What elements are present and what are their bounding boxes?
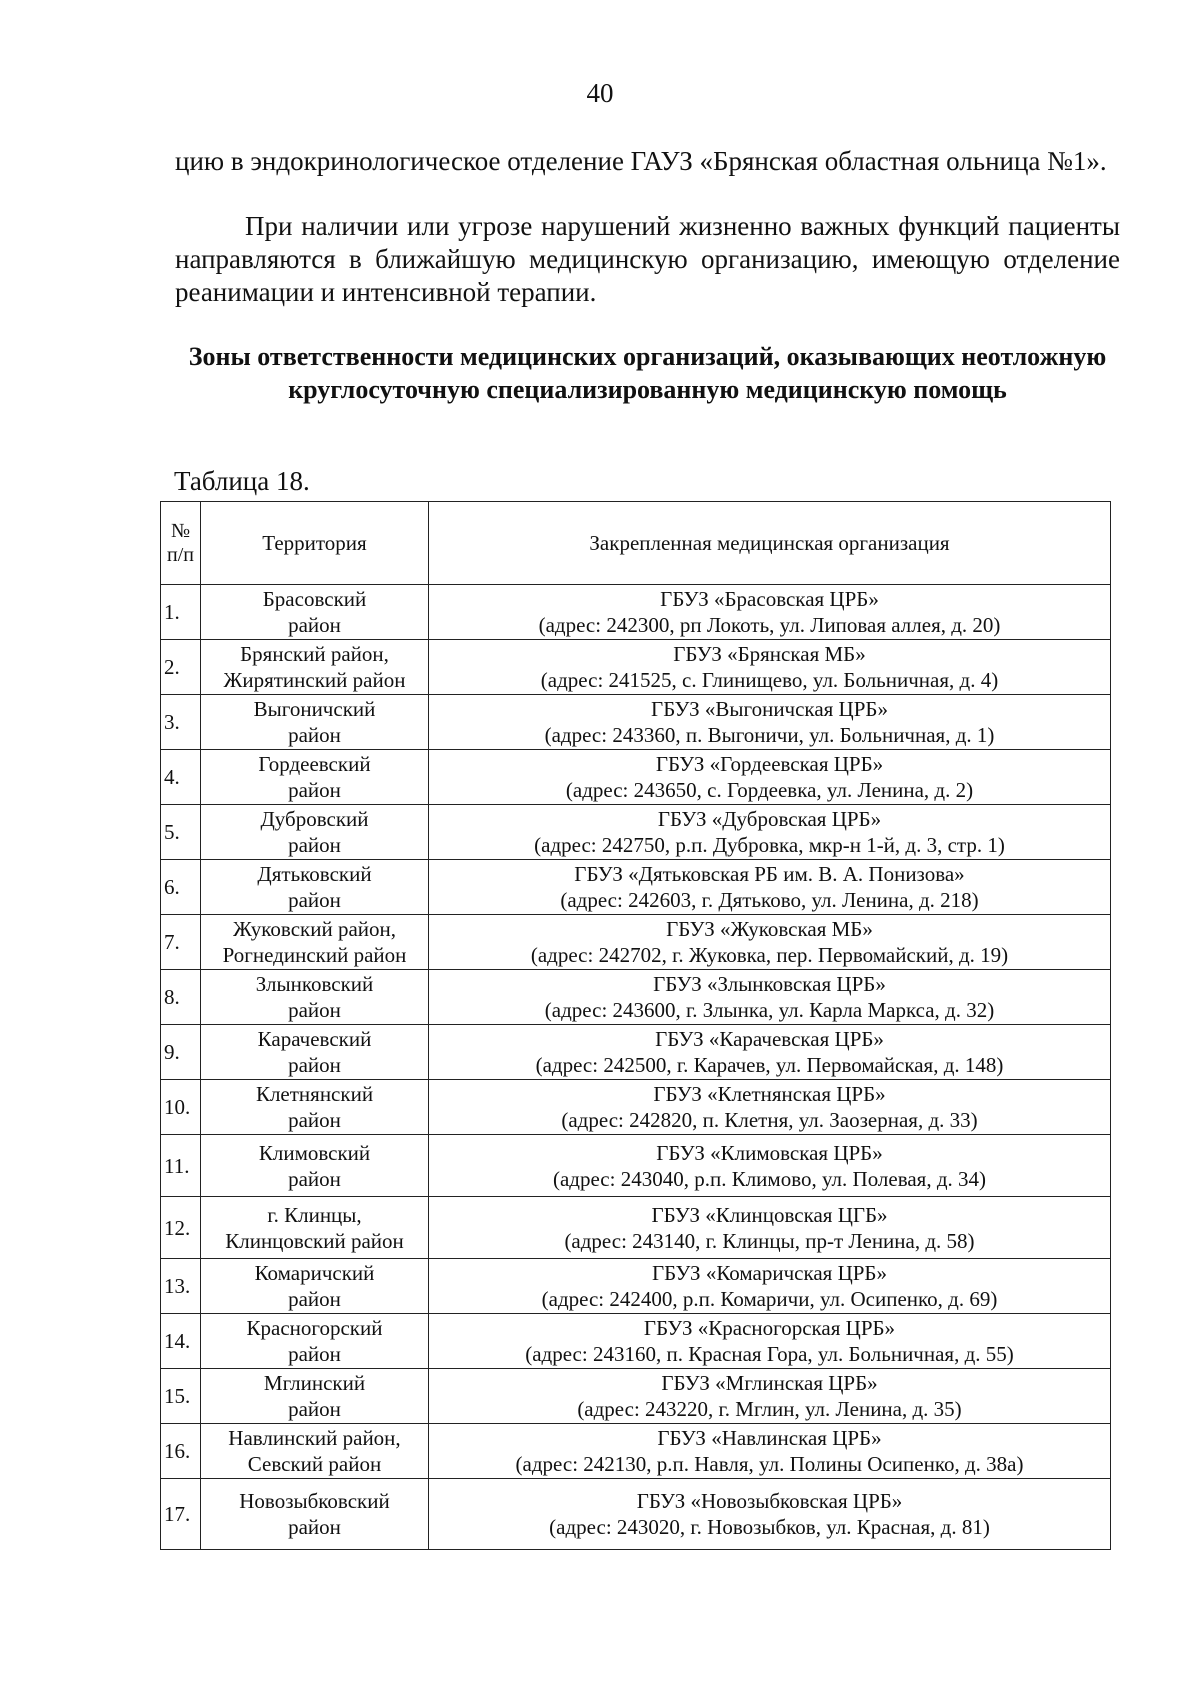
organization-name: ГБУЗ «Клетнянская ЦРБ»: [653, 1082, 886, 1106]
organization-name: ГБУЗ «Гордеевская ЦРБ»: [655, 752, 884, 776]
organization-name: ГБУЗ «Дубровская ЦРБ»: [657, 807, 882, 831]
territory-cell: [201, 695, 429, 750]
territory-cell: [201, 1259, 429, 1314]
territory-line: район: [288, 1342, 341, 1366]
territory-line: район: [288, 723, 341, 747]
territory-line: Комаричский: [254, 1261, 375, 1285]
organization-cell: [429, 1314, 1111, 1369]
row-number: 4.: [161, 750, 201, 805]
territory-cell: [201, 1025, 429, 1080]
organization-name: ГБУЗ «Навлинская ЦРБ»: [657, 1426, 882, 1450]
table-row: [161, 860, 1111, 915]
table-row: [161, 695, 1111, 750]
organization-cell: [429, 695, 1111, 750]
organization-address: (адрес: 242500, г. Карачев, ул. Первомайская, д. 148): [535, 1053, 1004, 1077]
table-row: [161, 640, 1111, 695]
territory-line: район: [288, 613, 341, 637]
organization-cell: [429, 1479, 1111, 1550]
organization-address: (адрес: 241525, с. Глинищево, ул. Больничная, д. 4): [540, 668, 999, 692]
row-number: 16.: [161, 1424, 201, 1479]
territory-line: район: [288, 998, 341, 1022]
territory-cell: [201, 970, 429, 1025]
organization-cell: [429, 1197, 1111, 1259]
row-number: 7.: [161, 915, 201, 970]
territory-line: Дятьковский: [257, 862, 372, 886]
row-number: 9.: [161, 1025, 201, 1080]
territory-cell: [201, 1424, 429, 1479]
organization-name: ГБУЗ «Дятьковская РБ им. В. А. Понизова»: [574, 862, 965, 886]
territory-line: район: [288, 778, 341, 802]
table-row: [161, 1025, 1111, 1080]
organization-address: (адрес: 243140, г. Клинцы, пр-т Ленина, д. 58): [564, 1228, 975, 1253]
territory-line: Красногорский: [246, 1316, 383, 1340]
territory-line: район: [288, 1287, 341, 1311]
organization-address: (адрес: 243650, с. Гордеевка, ул. Ленина, д. 2): [565, 778, 974, 802]
table-row: [161, 805, 1111, 860]
row-number: 13.: [161, 1259, 201, 1314]
organization-name: ГБУЗ «Выгоничская ЦРБ»: [651, 697, 888, 721]
territory-line: Рогнединский район: [222, 943, 407, 967]
table-row: [161, 1080, 1111, 1135]
page-number: 40: [586, 78, 614, 108]
row-number: 5.: [161, 805, 201, 860]
row-number: 17.: [161, 1479, 201, 1550]
table-row: [161, 585, 1111, 640]
territory-line: Навлинский район,: [228, 1426, 401, 1450]
territory-cell: [201, 1369, 429, 1424]
territory-line: Мглинский: [263, 1371, 366, 1395]
territory-line: район: [288, 833, 341, 857]
organization-name: ГБУЗ «Мглинская ЦРБ»: [661, 1371, 878, 1395]
row-number: 11.: [161, 1135, 201, 1197]
organization-address: (адрес: 243360, п. Выгоничи, ул. Больничная, д. 1): [544, 723, 995, 747]
row-number: 10.: [161, 1080, 201, 1135]
organization-name: ГБУЗ «Брасовская ЦРБ»: [660, 587, 879, 611]
territory-cell: [201, 1080, 429, 1135]
row-number: 15.: [161, 1369, 201, 1424]
organization-address: (адрес: 242130, р.п. Навля, ул. Полины Осипенко, д. 38а): [515, 1452, 1024, 1476]
row-number: 12.: [161, 1197, 201, 1259]
table-row: [161, 1424, 1111, 1479]
organization-cell: [429, 1259, 1111, 1314]
territory-line: Севский район: [247, 1452, 382, 1476]
table-header-row: [161, 502, 1111, 585]
organization-cell: [429, 915, 1111, 970]
organization-address: (адрес: 242300, рп Локоть, ул. Липовая аллея, д. 20): [538, 613, 1001, 637]
organization-cell: [429, 750, 1111, 805]
territory-cell: [201, 750, 429, 805]
row-number: 2.: [161, 640, 201, 695]
organization-cell: [429, 640, 1111, 695]
territory-line: Выгоничский: [253, 697, 376, 721]
territory-cell: [201, 1479, 429, 1550]
territory-line: Жирятинский район: [223, 668, 406, 692]
paragraph-continuation: цию в эндокринологическое отделение ГАУЗ «Брянская областная ольница №1».: [175, 146, 1107, 176]
organization-address: (адрес: 242702, г. Жуковка, пер. Первомайский, д. 19): [530, 943, 1009, 967]
organization-address: (адрес: 242603, г. Дятьково, ул. Ленина, д. 218): [560, 888, 979, 912]
territory-line: район: [288, 1053, 341, 1077]
territory-line: Новозыбковский: [239, 1489, 390, 1513]
territory-cell: [201, 1314, 429, 1369]
responsibility-zones-table: [160, 501, 1111, 1550]
table-row: [161, 1259, 1111, 1314]
table-row: [161, 1369, 1111, 1424]
organization-cell: [429, 860, 1111, 915]
organization-name: ГБУЗ «Красногорская ЦРБ»: [643, 1316, 896, 1340]
header-territory: Территория: [201, 502, 429, 585]
organization-cell: [429, 1369, 1111, 1424]
organization-name: ГБУЗ «Новозыбковская ЦРБ»: [636, 1489, 903, 1513]
territory-line: Брасовский: [262, 587, 367, 611]
organization-cell: [429, 970, 1111, 1025]
organization-cell: [429, 1025, 1111, 1080]
organization-address: (адрес: 243020, г. Новозыбков, ул. Красная, д. 81): [549, 1515, 990, 1539]
territory-cell: [201, 1197, 429, 1259]
organization-address: (адрес: 242820, п. Клетня, ул. Заозерная, д. 33): [561, 1108, 978, 1132]
row-number: 3.: [161, 695, 201, 750]
table-row: [161, 750, 1111, 805]
row-number: 14.: [161, 1314, 201, 1369]
organization-name: ГБУЗ «Комаричская ЦРБ»: [652, 1261, 887, 1285]
territory-cell: [201, 1135, 429, 1197]
territory-line: район: [288, 1166, 341, 1191]
territory-line: район: [288, 1108, 341, 1132]
table-row: [161, 1135, 1111, 1197]
organization-address: (адрес: 243160, п. Красная Гора, ул. Больничная, д. 55): [525, 1342, 1014, 1366]
territory-line: Карачевский: [257, 1027, 372, 1051]
territory-cell: [201, 805, 429, 860]
row-number: 6.: [161, 860, 201, 915]
organization-name: ГБУЗ «Климовская ЦРБ»: [656, 1140, 883, 1165]
organization-cell: [429, 585, 1111, 640]
table-body: [161, 585, 1111, 1550]
organization-name: ГБУЗ «Клинцовская ЦГБ»: [651, 1202, 888, 1227]
organization-cell: [429, 1424, 1111, 1479]
territory-line: г. Клинцы,: [267, 1202, 362, 1227]
organization-name: ГБУЗ «Жуковская МБ»: [666, 917, 873, 941]
territory-line: Клинцовский район: [225, 1228, 404, 1253]
organization-cell: [429, 1135, 1111, 1197]
organization-cell: [429, 1080, 1111, 1135]
table-row: [161, 1197, 1111, 1259]
organization-address: (адрес: 242400, р.п. Комаричи, ул. Осипенко, д. 69): [541, 1287, 998, 1311]
territory-cell: [201, 640, 429, 695]
organization-address: (адрес: 243600, г. Злынка, ул. Карла Маркса, д. 32): [544, 998, 995, 1022]
territory-cell: [201, 860, 429, 915]
territory-cell: [201, 915, 429, 970]
table-row: [161, 1314, 1111, 1369]
organization-cell: [429, 805, 1111, 860]
organization-name: ГБУЗ «Карачевская ЦРБ»: [655, 1027, 884, 1051]
organization-name: ГБУЗ «Злынковская ЦРБ»: [653, 972, 886, 996]
territory-line: Клетнянский: [255, 1082, 374, 1106]
territory-line: район: [288, 1397, 341, 1421]
row-number: 8.: [161, 970, 201, 1025]
territory-line: Брянский район,: [240, 642, 389, 666]
table-row: [161, 970, 1111, 1025]
territory-line: район: [288, 1515, 341, 1539]
territory-line: Жуковский район,: [232, 917, 397, 941]
table-row: [161, 915, 1111, 970]
table-row: [161, 1479, 1111, 1550]
organization-name: ГБУЗ «Брянская МБ»: [673, 642, 866, 666]
table-caption: Таблица 18.: [174, 466, 310, 496]
territory-cell: [201, 585, 429, 640]
header-number: № п/п: [161, 502, 201, 585]
territory-line: Дубровский: [260, 807, 369, 831]
header-organization: Закрепленная медицинская организация: [429, 502, 1111, 585]
territory-line: Гордеевский: [258, 752, 371, 776]
territory-line: район: [288, 888, 341, 912]
organization-address: (адрес: 242750, р.п. Дубровка, мкр-н 1-й, д. 3, стр. 1): [534, 833, 1005, 857]
section-title: Зоны ответственности медицинских организаций, оказывающих неотложную круглосуточную специализированную медицинскую помощь: [188, 342, 1107, 404]
row-number: 1.: [161, 585, 201, 640]
paragraph-referral: При наличии или угрозе нарушений жизненно важных функций пациенты направляются в ближайшую медицинскую организацию, имеющую отделение реанимации и интенсивной терапии.: [175, 211, 1120, 307]
territory-line: Климовский: [258, 1140, 371, 1165]
territory-line: Злынковский: [255, 972, 374, 996]
organization-address: (адрес: 243040, р.п. Климово, ул. Полевая, д. 34): [552, 1166, 987, 1191]
organization-address: (адрес: 243220, г. Мглин, ул. Ленина, д. 35): [577, 1397, 962, 1421]
